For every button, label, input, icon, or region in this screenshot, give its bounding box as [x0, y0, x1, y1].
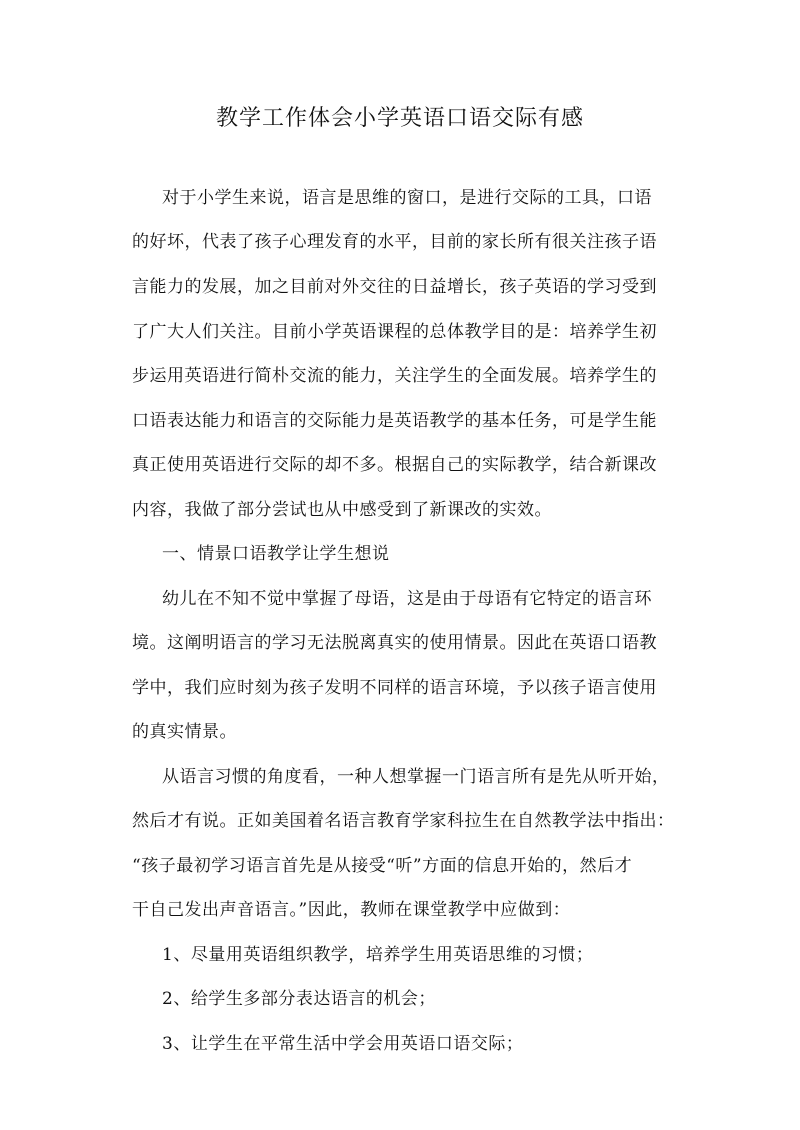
paragraph-line: 幼儿在不知不觉中掌握了母语，这是由于母语有它特定的语言环: [162, 589, 652, 609]
paragraph-line: 学中，我们应时刻为孩子发明不同样的语言环境，予以孩子语言使用: [132, 678, 657, 698]
list-item: 1、尽量用英语组织教学，培养学生用英语思维的习惯；: [162, 945, 594, 965]
paragraph-line: 从语言习惯的角度看，一种人想掌握一门语言所有是先从听开始，: [162, 767, 670, 787]
paragraph-line: 内容，我做了部分尝试也从中感受到了新课改的实效。: [132, 500, 552, 520]
paragraph-line: 然后才有说。正如美国着名语言教育学家科拉生在自然教学法中指出：: [132, 811, 675, 831]
paragraph-line: 步运用英语进行简朴交流的能力，关注学生的全面发展。培养学生的: [132, 366, 657, 386]
paragraph-line: 言能力的发展，加之目前对外交往的日益增长，孩子英语的学习受到: [132, 277, 657, 297]
document-title: 教学工作体会小学英语口语交际有感: [215, 106, 584, 131]
paragraph-line: 对于小学生来说，语言是思维的窗口，是进行交际的工具，口语: [162, 188, 652, 208]
paragraph-line: 干自己发出声音语言。”因此，教师在课堂教学中应做到：: [132, 900, 571, 920]
paragraph-line: 口语表达能力和语言的交际能力是英语教学的基本任务，可是学生能: [132, 411, 657, 431]
paragraph-line: 的好坏，代表了孩子心理发育的水平，目前的家长所有很关注孩子语: [132, 232, 657, 252]
list-item: 3、让学生在平常生活中学会用英语口语交际；: [162, 1034, 524, 1054]
paragraph-line: 的真实情景。: [132, 722, 237, 742]
list-item: 2、给学生多部分表达语言的机会；: [162, 989, 436, 1009]
paragraph-line: 了广大人们关注。目前小学英语课程的总体教学目的是：培养学生初: [132, 322, 657, 342]
section-heading: 一、情景口语教学让学生想说: [162, 544, 390, 564]
paragraph-line: “孩子最初学习语言首先是从接受“听”方面的信息开始的，然后才: [132, 856, 633, 876]
paragraph-line: 真正使用英语进行交际的却不多。根据自己的实际教学，结合新课改: [132, 455, 657, 475]
paragraph-line: 境。这阐明语言的学习无法脱离真实的使用情景。因此在英语口语教: [132, 633, 657, 653]
